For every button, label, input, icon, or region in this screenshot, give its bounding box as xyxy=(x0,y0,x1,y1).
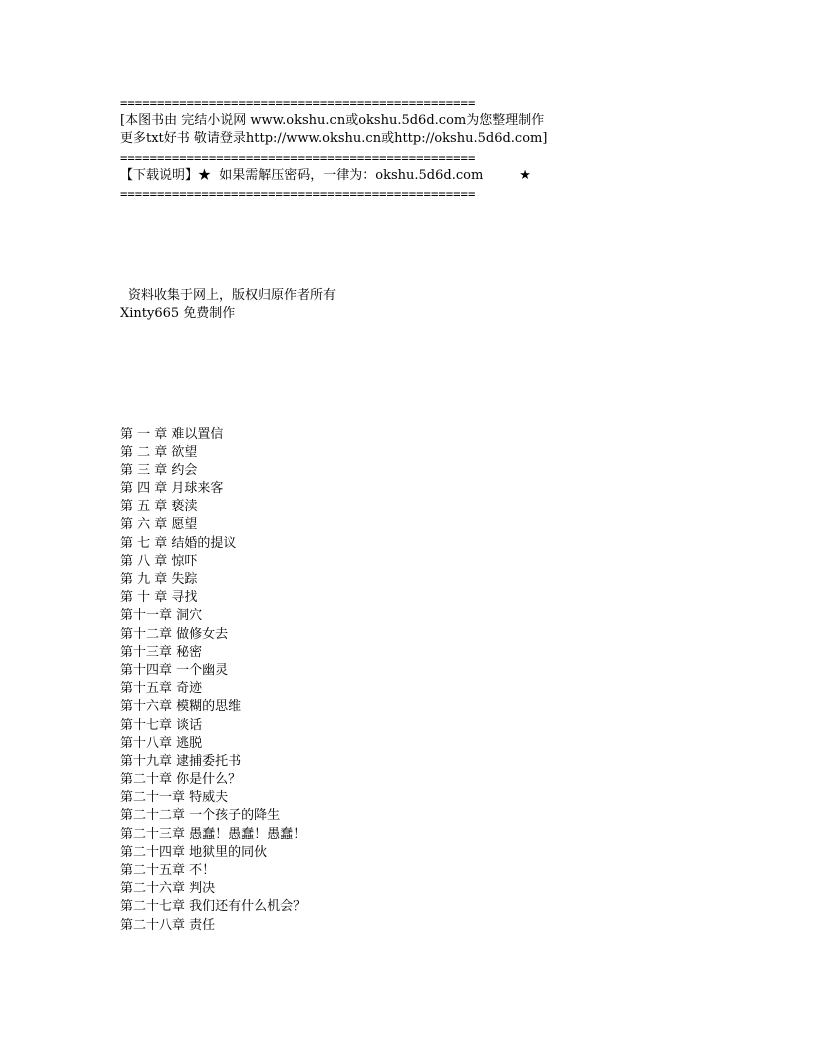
chapter-entry: 第二十章 你是什么？ xyxy=(120,772,242,788)
chapter-entry: 第 四 章 月球来客 xyxy=(120,481,224,497)
chapter-list xyxy=(120,426,740,935)
chapter-entry: 第二十二章 一个孩子的降生 xyxy=(120,808,281,824)
chapter-entry: 第 六 章 愿望 xyxy=(120,517,198,533)
chapter-entry: 第 八 章 惊吓 xyxy=(120,553,198,569)
download-notice-text: 【下载说明】★ 如果需解压密码，一律为：okshu.5d6d.com xyxy=(120,167,484,183)
star-icon: ★ xyxy=(519,167,531,183)
chapter-entry: 第十七章 谈话 xyxy=(120,717,203,733)
chapter-entry: 第 五 章 亵渎 xyxy=(120,499,198,515)
spacer xyxy=(120,324,740,426)
info-line-source: [本图书由 完结小说网 www.okshu.cn或okshu.5d6d.com为您整理制作 xyxy=(120,113,545,129)
spacer xyxy=(120,203,740,287)
chapter-entry: 第十四章 一个幽灵 xyxy=(120,662,229,678)
chapter-entry: 第 七 章 结婚的提议 xyxy=(120,535,237,551)
separator-line: ================================================ xyxy=(120,96,476,110)
chapter-entry: 第 一 章 难以置信 xyxy=(120,426,224,442)
chapter-entry: 第 三 章 约会 xyxy=(120,462,198,478)
chapter-entry: 第二十八章 责任 xyxy=(120,917,216,933)
chapter-entry: 第二十一章 特威夫 xyxy=(120,790,229,806)
separator-line: ================================================ xyxy=(120,150,476,165)
chapter-entry: 第 二 章 欲望 xyxy=(120,444,198,460)
chapter-entry: 第二十六章 判决 xyxy=(120,881,216,897)
download-notice xyxy=(120,167,740,185)
document-page xyxy=(120,94,740,935)
chapter-entry: 第二十七章 我们还有什么机会？ xyxy=(120,899,307,915)
producer-note: Xinty665 免费制作 xyxy=(120,306,236,322)
separator-line: ================================================ xyxy=(120,186,476,201)
chapter-entry: 第十八章 逃脱 xyxy=(120,735,203,751)
chapter-entry: 第二十四章 地狱里的同伙 xyxy=(120,844,268,860)
chapter-entry: 第二十五章 不！ xyxy=(120,863,216,878)
chapter-entry: 第十六章 模糊的思维 xyxy=(120,699,242,715)
chapter-entry: 第十三章 秘密 xyxy=(120,644,203,660)
chapter-entry: 第 九 章 失踪 xyxy=(120,572,198,587)
chapter-entry: 第十二章 做修女去 xyxy=(120,626,229,642)
chapter-entry: 第 十 章 寻找 xyxy=(120,590,198,606)
chapter-entry: 第十九章 逮捕委托书 xyxy=(120,753,242,769)
chapter-entry: 第十五章 奇迹 xyxy=(120,681,203,697)
info-line-more: 更多txt好书 敬请登录http://www.okshu.cn或http://okshu.5d6d.com] xyxy=(120,131,548,147)
chapter-entry: 第二十三章 愚蠢！愚蠢！愚蠢！ xyxy=(120,826,307,842)
copyright-note: 资料收集于网上，版权归原作者所有 xyxy=(128,288,337,304)
chapter-entry: 第十一章 洞穴 xyxy=(120,608,203,624)
